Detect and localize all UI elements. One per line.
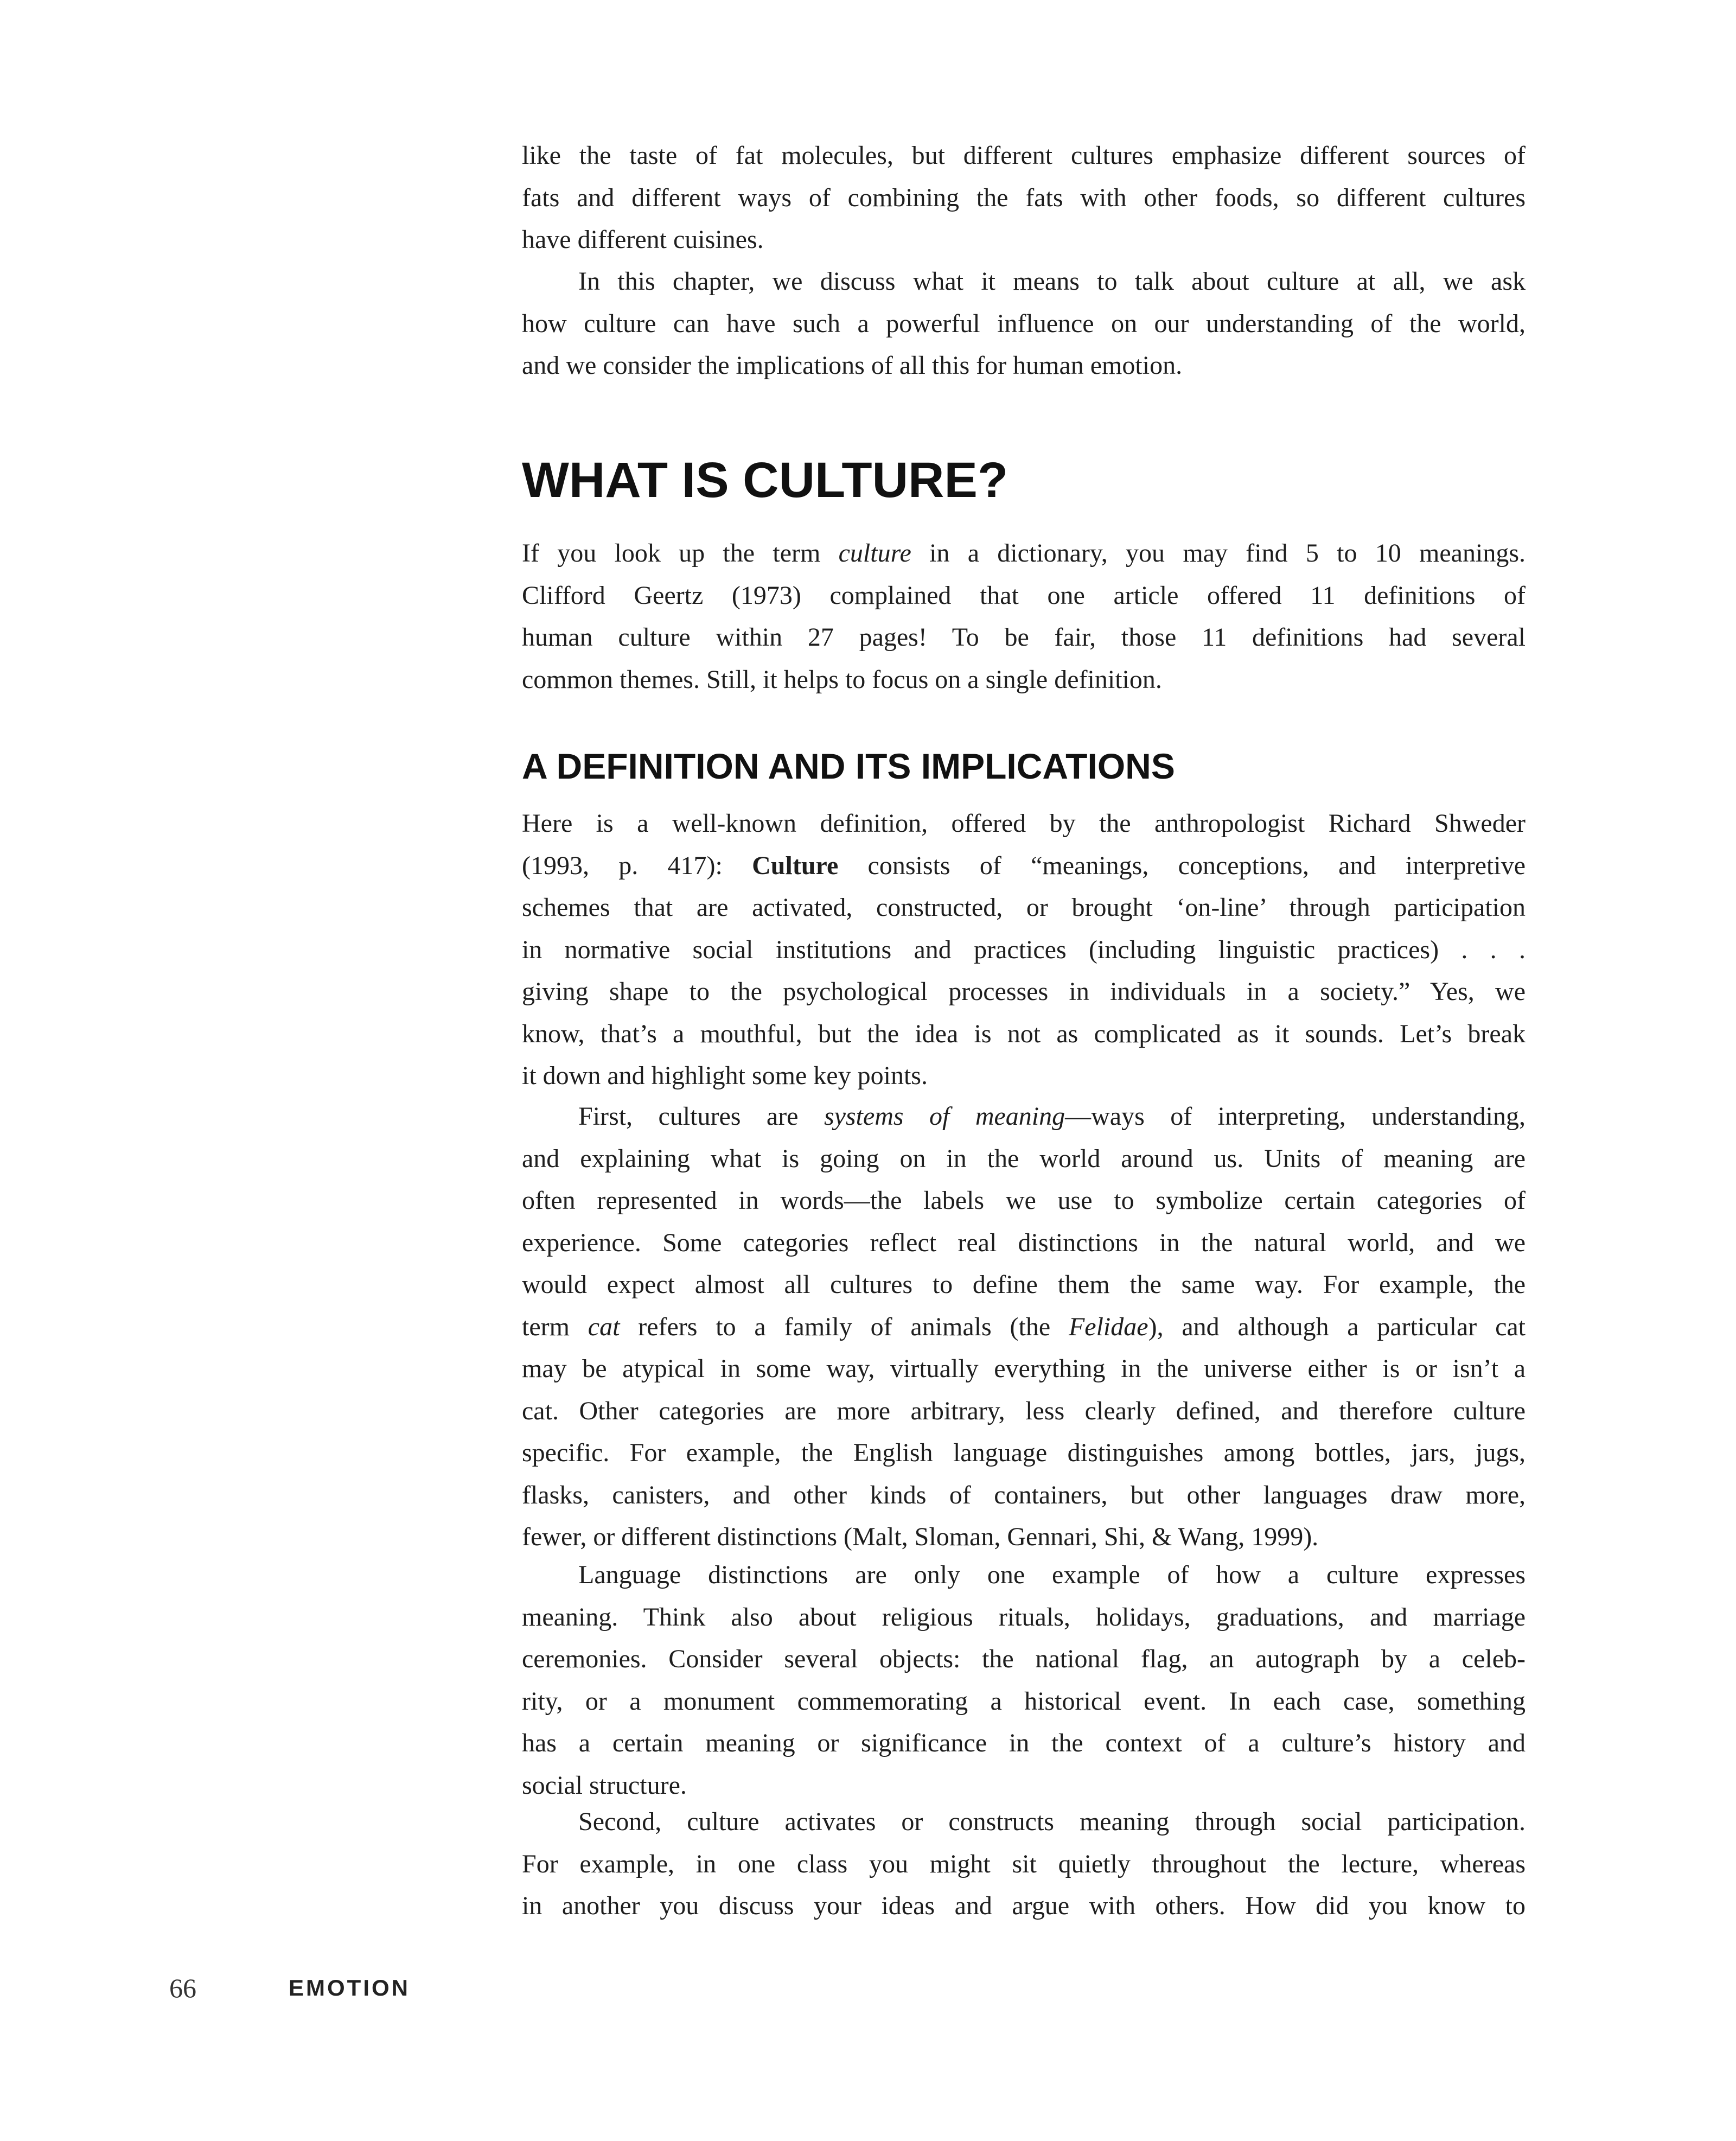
text-line: meaning. Think also about religious rituals, holidays, graduations, and marriage [522, 1602, 1526, 1632]
text-line: in normative social institutions and practices (including linguistic practices) . . . [522, 935, 1526, 964]
text-line: schemes that are activated, constructed, or brought ‘on-line’ through participation [522, 893, 1526, 922]
text-line: in another you discuss your ideas and argue with others. How did you know to [522, 1891, 1526, 1920]
italic-term: Felidae [1068, 1312, 1148, 1341]
text-segment: in a dictionary, you may find 5 to 10 meanings. [911, 539, 1526, 568]
paragraph-7 [522, 1801, 1526, 1927]
paragraph-4 [522, 802, 1526, 1097]
text-segment: First, cultures are [578, 1102, 824, 1131]
page-number: 66 [169, 1973, 196, 2003]
text-line: Clifford Geertz (1973) complained that one article offered 11 definitions of [522, 581, 1526, 610]
subsection-heading: A DEFINITION AND ITS IMPLICATIONS [522, 746, 1175, 786]
section-heading: WHAT IS CULTURE? [522, 453, 1009, 508]
text-line [522, 1095, 1526, 1138]
text-line: rity, or a monument commemorating a historical event. In each case, something [522, 1686, 1526, 1716]
text-line [522, 1306, 1526, 1348]
italic-term: systems of meaning [824, 1102, 1065, 1131]
text-line [522, 845, 1526, 887]
paragraph-5 [522, 1095, 1526, 1558]
text-line: ceremonies. Consider several objects: the national flag, an autograph by a celeb- [522, 1645, 1526, 1673]
italic-term: cat [588, 1312, 620, 1341]
paragraph-3 [522, 532, 1526, 700]
text-line: fats and different ways of combining the fats with other foods, so different cultures [522, 183, 1526, 212]
text-line: know, that’s a mouthful, but the idea is not as complicated as it sounds. Let’s break [522, 1019, 1526, 1048]
text-segment: (1993, p. 417): [522, 851, 752, 880]
running-head: EMOTION [289, 1975, 410, 2000]
paragraph-6 [522, 1554, 1526, 1806]
text-line: how culture can have such a powerful influence on our understanding of the world, [522, 309, 1526, 338]
text-segment: ), and although a particular cat [1148, 1312, 1526, 1341]
text-line: and we consider the implications of all this for human emotion. [522, 351, 1183, 380]
text-line: have different cuisines. [522, 225, 764, 254]
text-line: giving shape to the psychological processes in individuals in a society.” Yes, we [522, 977, 1526, 1006]
text-line: common themes. Still, it helps to focus on a single definition. [522, 665, 1162, 694]
italic-term: culture [838, 539, 911, 568]
text-line: and explaining what is going on in the world around us. Units of meaning are [522, 1144, 1526, 1173]
text-line: like the taste of fat molecules, but different cultures emphasize different sources of [522, 141, 1526, 170]
text-line: it down and highlight some key points. [522, 1061, 928, 1090]
text-line: In this chapter, we discuss what it means to talk about culture at all, we ask [578, 267, 1526, 296]
text-line: human culture within 27 pages! To be fair, those 11 definitions had several [522, 623, 1526, 652]
text-segment: refers to a family of animals (the [620, 1312, 1069, 1341]
paragraph-2 [522, 260, 1526, 387]
text-line: often represented in words—the labels we use to symbolize certain categories of [522, 1186, 1526, 1215]
text-line [522, 532, 1526, 575]
text-line: Here is a well-known definition, offered by the anthropologist Richard Shweder [522, 809, 1526, 838]
text-segment: consists of “meanings, conceptions, and interpretive [838, 851, 1526, 880]
text-line: For example, in one class you might sit quietly throughout the lecture, whereas [522, 1849, 1526, 1878]
paragraph-1 [522, 135, 1526, 261]
bold-term: Culture [752, 851, 839, 880]
text-line: cat. Other categories are more arbitrary, less clearly defined, and therefore culture [522, 1396, 1526, 1425]
text-line: specific. For example, the English language distinguishes among bottles, jars, jugs, [522, 1438, 1526, 1467]
text-line: has a certain meaning or significance in the context of a culture’s history and [522, 1729, 1526, 1757]
text-segment: —ways of interpreting, understanding, [1065, 1102, 1526, 1131]
text-line: would expect almost all cultures to define them the same way. For example, the [522, 1270, 1526, 1299]
text-line: flasks, canisters, and other kinds of containers, but other languages draw more, [522, 1480, 1526, 1509]
text-line: Language distinctions are only one example of how a culture expresses [578, 1560, 1526, 1589]
text-line: experience. Some categories reflect real distinctions in the natural world, and we [522, 1228, 1526, 1257]
text-segment: If you look up the term [522, 539, 839, 568]
text-line: fewer, or different distinctions (Malt, Sloman, Gennari, Shi, & Wang, 1999). [522, 1522, 1319, 1551]
text-line: Second, culture activates or constructs meaning through social participation. [578, 1807, 1526, 1836]
text-line: may be atypical in some way, virtually everything in the universe either is or isn’t a [522, 1354, 1526, 1383]
text-segment: term [522, 1312, 588, 1341]
text-line: social structure. [522, 1770, 687, 1800]
